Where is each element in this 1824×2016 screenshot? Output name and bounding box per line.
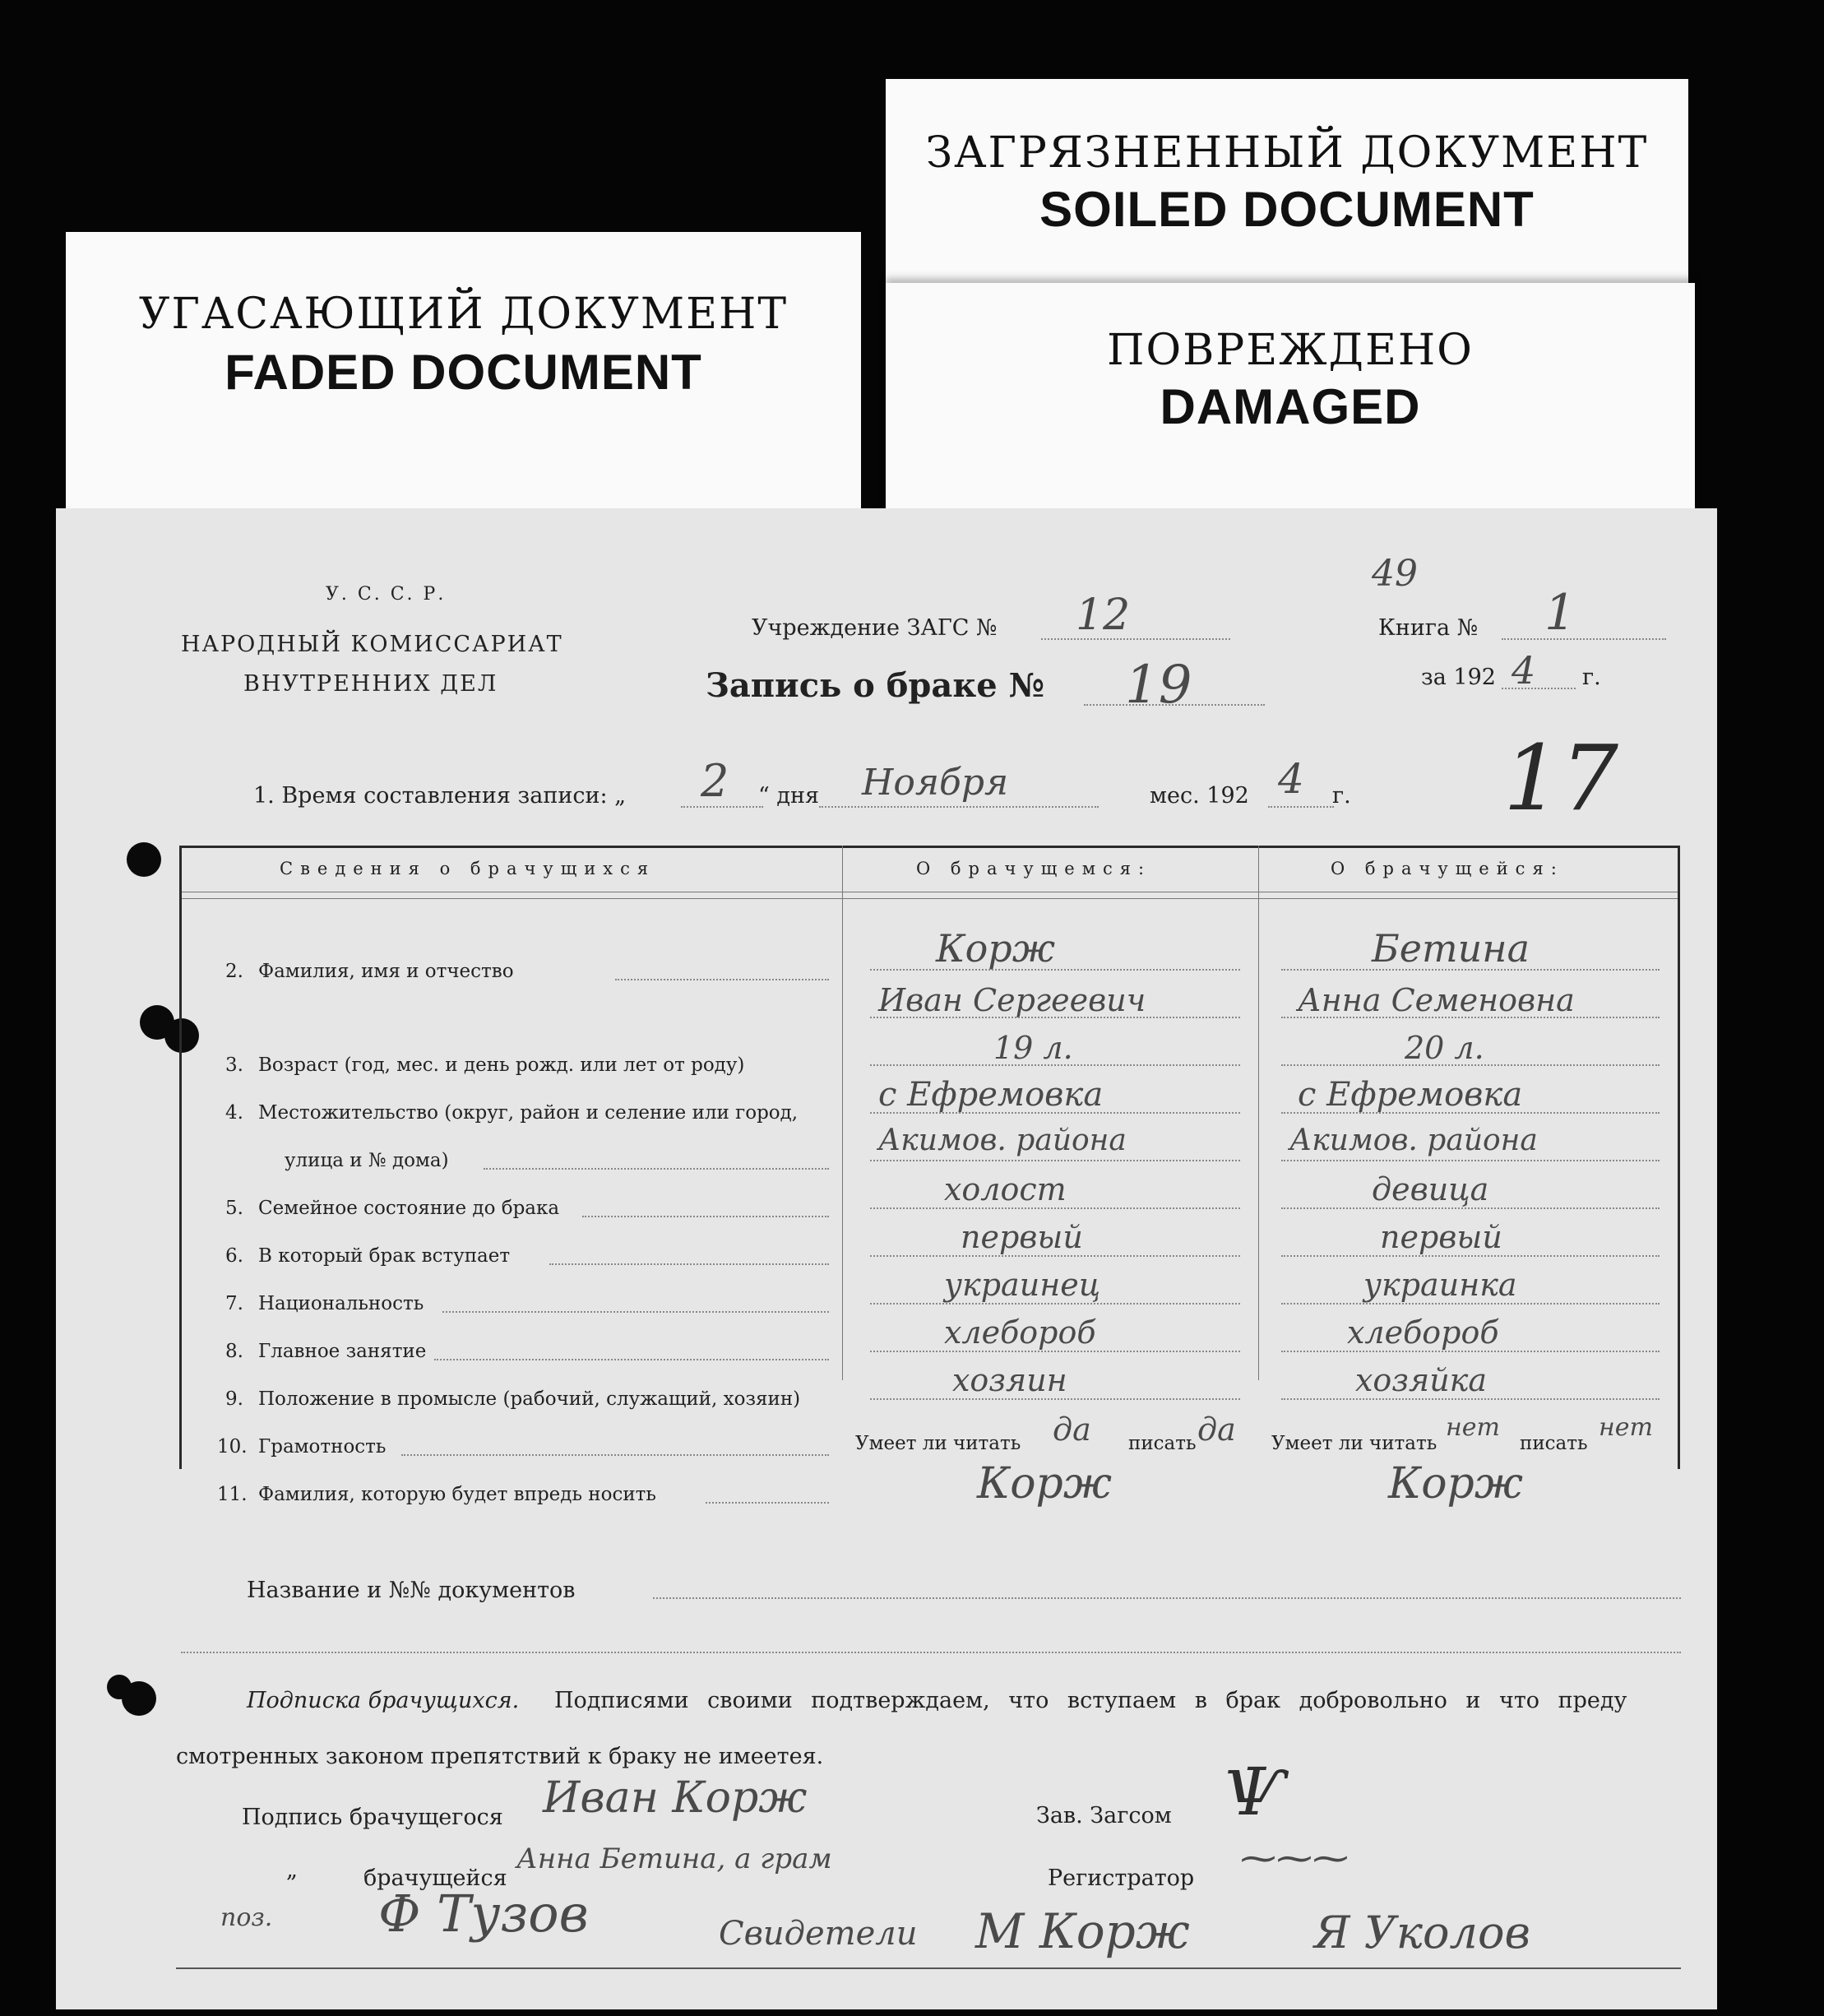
soiled-tag-en: SOILED DOCUMENT [1039,182,1535,237]
documents-label: Название и №№ документов [247,1578,576,1603]
head-of-zags-signature: Ѱ [1224,1754,1286,1830]
registrar-signature: ⁓⁓⁓ [1240,1838,1349,1879]
row-num: 6. [225,1245,243,1267]
zags-label: Учреждение ЗАГС № [752,615,998,641]
groom-write-label: писать [1128,1433,1197,1454]
pledge-title: Подписка брачущихся. [247,1688,520,1713]
row-num: 11. [217,1484,248,1505]
bride-signature-label: брачущейся [363,1865,507,1891]
year-number: 4 [1512,648,1536,693]
damaged-tag [886,283,1695,521]
row-num: 3. [225,1054,243,1076]
record-title: Запись о браке № [706,666,1045,705]
row-num: 10. [217,1436,248,1458]
groom-age: 19 л. [993,1030,1073,1066]
col-header-info: Сведения о брачущихся [280,859,656,878]
book-number: 1 [1544,584,1576,642]
faded-tag-ru: УГАСАЮЩИЙ ДОКУМЕНТ [138,290,789,339]
row-label-occupation: Главное занятие [258,1341,427,1362]
row-num: 4. [225,1102,243,1124]
col-header-bride: О брачущейся: [1331,859,1564,878]
row-label-literacy: Грамотность [258,1436,387,1458]
row-label-position: Положение в промысле (рабочий, служащий, хозяин) [258,1388,801,1410]
row-label-nationality: Национальность [258,1293,424,1314]
bride-village: с Ефремовка [1298,1076,1523,1114]
groom-occupation: хлебороб [944,1314,1096,1351]
row-label-which-marriage: В который брак вступает [258,1245,511,1267]
punch-hole [127,842,161,877]
time-month: Ноября [862,762,1009,804]
damaged-tag-ru: ПОВРЕЖДЕНО [1107,326,1474,375]
faded-document-tag [66,232,861,520]
left-signature: Ф Тузов [378,1884,589,1944]
bride-occupation: хлебороб [1347,1314,1499,1351]
bride-read-value: нет [1446,1413,1500,1442]
punch-hole [107,1675,132,1699]
left-note: поз. [220,1903,273,1932]
time-year: 4 [1278,755,1304,803]
book-label: Книга № [1378,615,1479,641]
pledge-line2: смотренных законом препятствий к браку не имеетея. [176,1744,824,1769]
record-number: 19 [1125,655,1192,716]
row-label-name: Фамилия, имя и отчество [258,961,514,982]
year-label: за 192 [1421,665,1496,690]
groom-read-value: да [1053,1411,1091,1448]
time-suffix: г. [1332,783,1351,809]
groom-position: хозяин [952,1362,1067,1398]
bride-write-label: писать [1520,1433,1588,1454]
witness-signature-1: М Корж [975,1903,1190,1959]
groom-read-label: Умеет ли читать [855,1433,1021,1454]
groom-future-surname: Корж [977,1459,1112,1509]
row-label-surname: Фамилия, которую будет впредь носить [258,1484,656,1505]
groom-district: Акимов. района [878,1124,1127,1157]
bride-write-value: нет [1599,1413,1653,1442]
bride-signature: Анна Бетина, а грам [516,1842,832,1875]
bride-read-label: Умеет ли читать [1271,1433,1437,1454]
row-num: 7. [225,1293,243,1314]
groom-which-marriage: первый [961,1219,1083,1255]
groom-signature-label: Подпись брачущегося [242,1805,503,1830]
bride-nationality: украинка [1363,1267,1517,1303]
registrar-label: Регистратор [1048,1865,1195,1891]
row-num: 2. [225,961,243,982]
groom-marital: холост [944,1171,1067,1207]
witness-signature-2: Я Уколов [1314,1907,1530,1958]
marriage-record-sheet [56,508,1717,2009]
damaged-tag-en: DAMAGED [1160,379,1421,434]
groom-write-value: да [1197,1411,1236,1448]
soiled-tag-ru: ЗАГРЯЗНЕННЫЙ ДОКУМЕНТ [925,128,1649,178]
time-month-label: мес. 192 [1150,783,1249,809]
witness-label: Свидетели [719,1915,918,1953]
bride-prefix: „ [286,1857,298,1883]
groom-village: с Ефремовка [878,1076,1104,1114]
row-label-marital: Семейное состояние до брака [258,1198,560,1219]
year-suffix: г. [1582,665,1601,690]
time-day: 2 [701,755,729,807]
bottom-rule [176,1967,1681,1969]
bride-surname: Бетина [1372,926,1530,971]
faded-tag-en: FADED DOCUMENT [225,345,702,400]
row-label-age: Возраст (год, мес. и день рожд. или лет от роду) [258,1054,745,1076]
groom-signature: Иван Корж [543,1773,808,1823]
row-num: 9. [225,1388,243,1410]
col-header-groom: О брачущемся: [916,859,1152,878]
zags-number: 12 [1076,591,1131,640]
bride-district: Акимов. района [1289,1124,1538,1157]
commissariat-line2: ВНУТРЕННИХ ДЕЛ [243,671,498,697]
bride-which-marriage: первый [1380,1219,1502,1255]
book-note: 49 [1372,553,1418,595]
row-num: 5. [225,1198,243,1219]
bride-marital: девица [1372,1171,1489,1207]
republic-label: У. С. С. Р. [326,584,447,605]
row-label-residence-2: улица и № дома) [285,1150,449,1171]
commissariat-line1: НАРОДНЫЙ КОМИССАРИАТ [181,632,563,657]
corner-number: 17 [1503,725,1618,831]
head-of-zags-label: Зав. Загсом [1036,1803,1172,1828]
row-label-residence: Местожительство (округ, район и селение или город, [258,1102,799,1124]
time-day-label: “ дня [758,783,820,809]
bride-given-names: Анна Семеновна [1298,982,1575,1018]
groom-given-names: Иван Сергеевич [878,982,1146,1018]
time-label: 1. Время составления записи: „ [253,783,627,809]
punch-hole [164,1018,199,1053]
pledge-line1: Подписями своими подтверждаем, что вступаем в брак добровольно и что преду [554,1688,1627,1713]
soiled-document-tag [886,79,1688,301]
bride-position: хозяйка [1355,1362,1488,1398]
groom-surname: Корж [936,926,1056,971]
groom-nationality: украинец [944,1267,1101,1303]
row-num: 8. [225,1341,243,1362]
table-top-border [181,846,1679,848]
bride-future-surname: Корж [1388,1459,1523,1509]
bride-age: 20 л. [1405,1030,1484,1066]
